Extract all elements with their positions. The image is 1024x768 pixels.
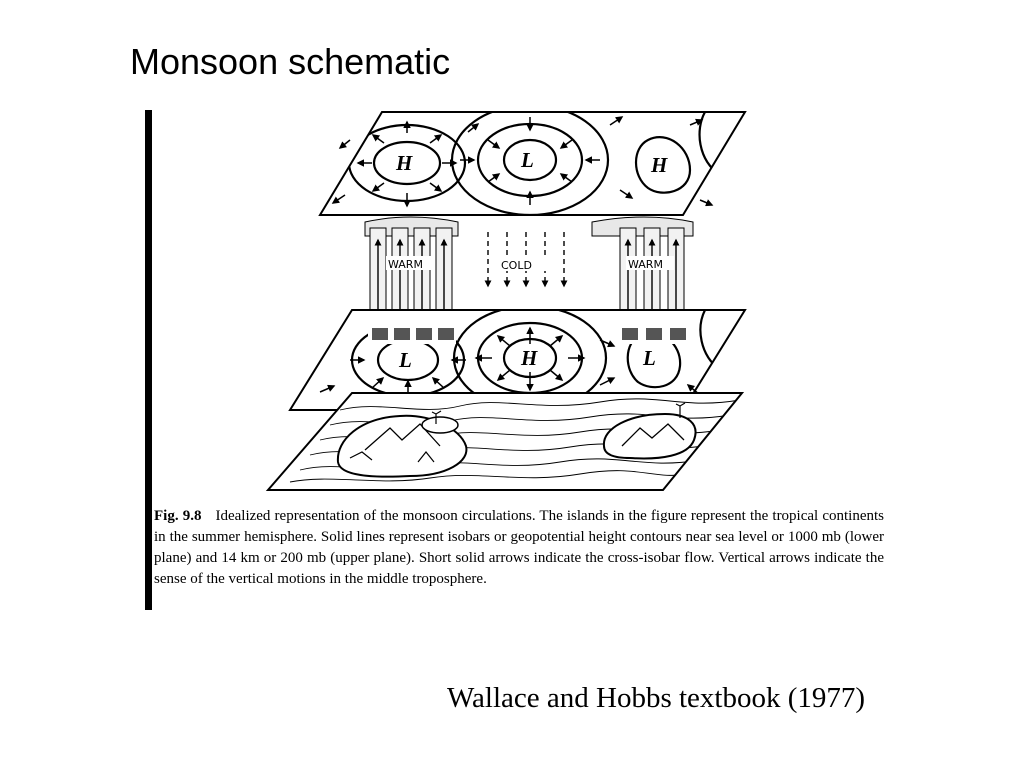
upper-plane bbox=[320, 105, 745, 215]
figure-label: Fig. 9.8 bbox=[154, 508, 202, 524]
lower-center-label: L bbox=[399, 348, 412, 372]
warm-column-label: WARM bbox=[628, 258, 663, 271]
caption-text: Idealized representation of the monsoon circulations. The islands in the figure represent the tropical continents in the summer hemisphere. Solid lines represent isobars or geopotential height contours near sea level or 1000 mb (lower plane) and 14 km or 200 mb (upper plane). Short solid arrows indicate the cross-isobar flow. Vertical arrows indicate the sense of the vertical motions in the middle troposphere. bbox=[154, 508, 884, 587]
surface-ocean-plane bbox=[268, 393, 742, 490]
lower-center-label: L bbox=[643, 346, 656, 370]
source-credit: Wallace and Hobbs textbook (1977) bbox=[447, 682, 866, 714]
upper-center-label: L bbox=[521, 148, 534, 172]
figure-caption bbox=[154, 506, 884, 590]
warm-column-label: WARM bbox=[388, 258, 423, 271]
cold-column-label: COLD bbox=[501, 259, 532, 272]
upper-center-label: H bbox=[651, 153, 668, 177]
slide-title: Monsoon schematic bbox=[130, 41, 451, 82]
upper-center-label: H bbox=[396, 151, 413, 175]
lower-center-label: H bbox=[521, 346, 538, 370]
